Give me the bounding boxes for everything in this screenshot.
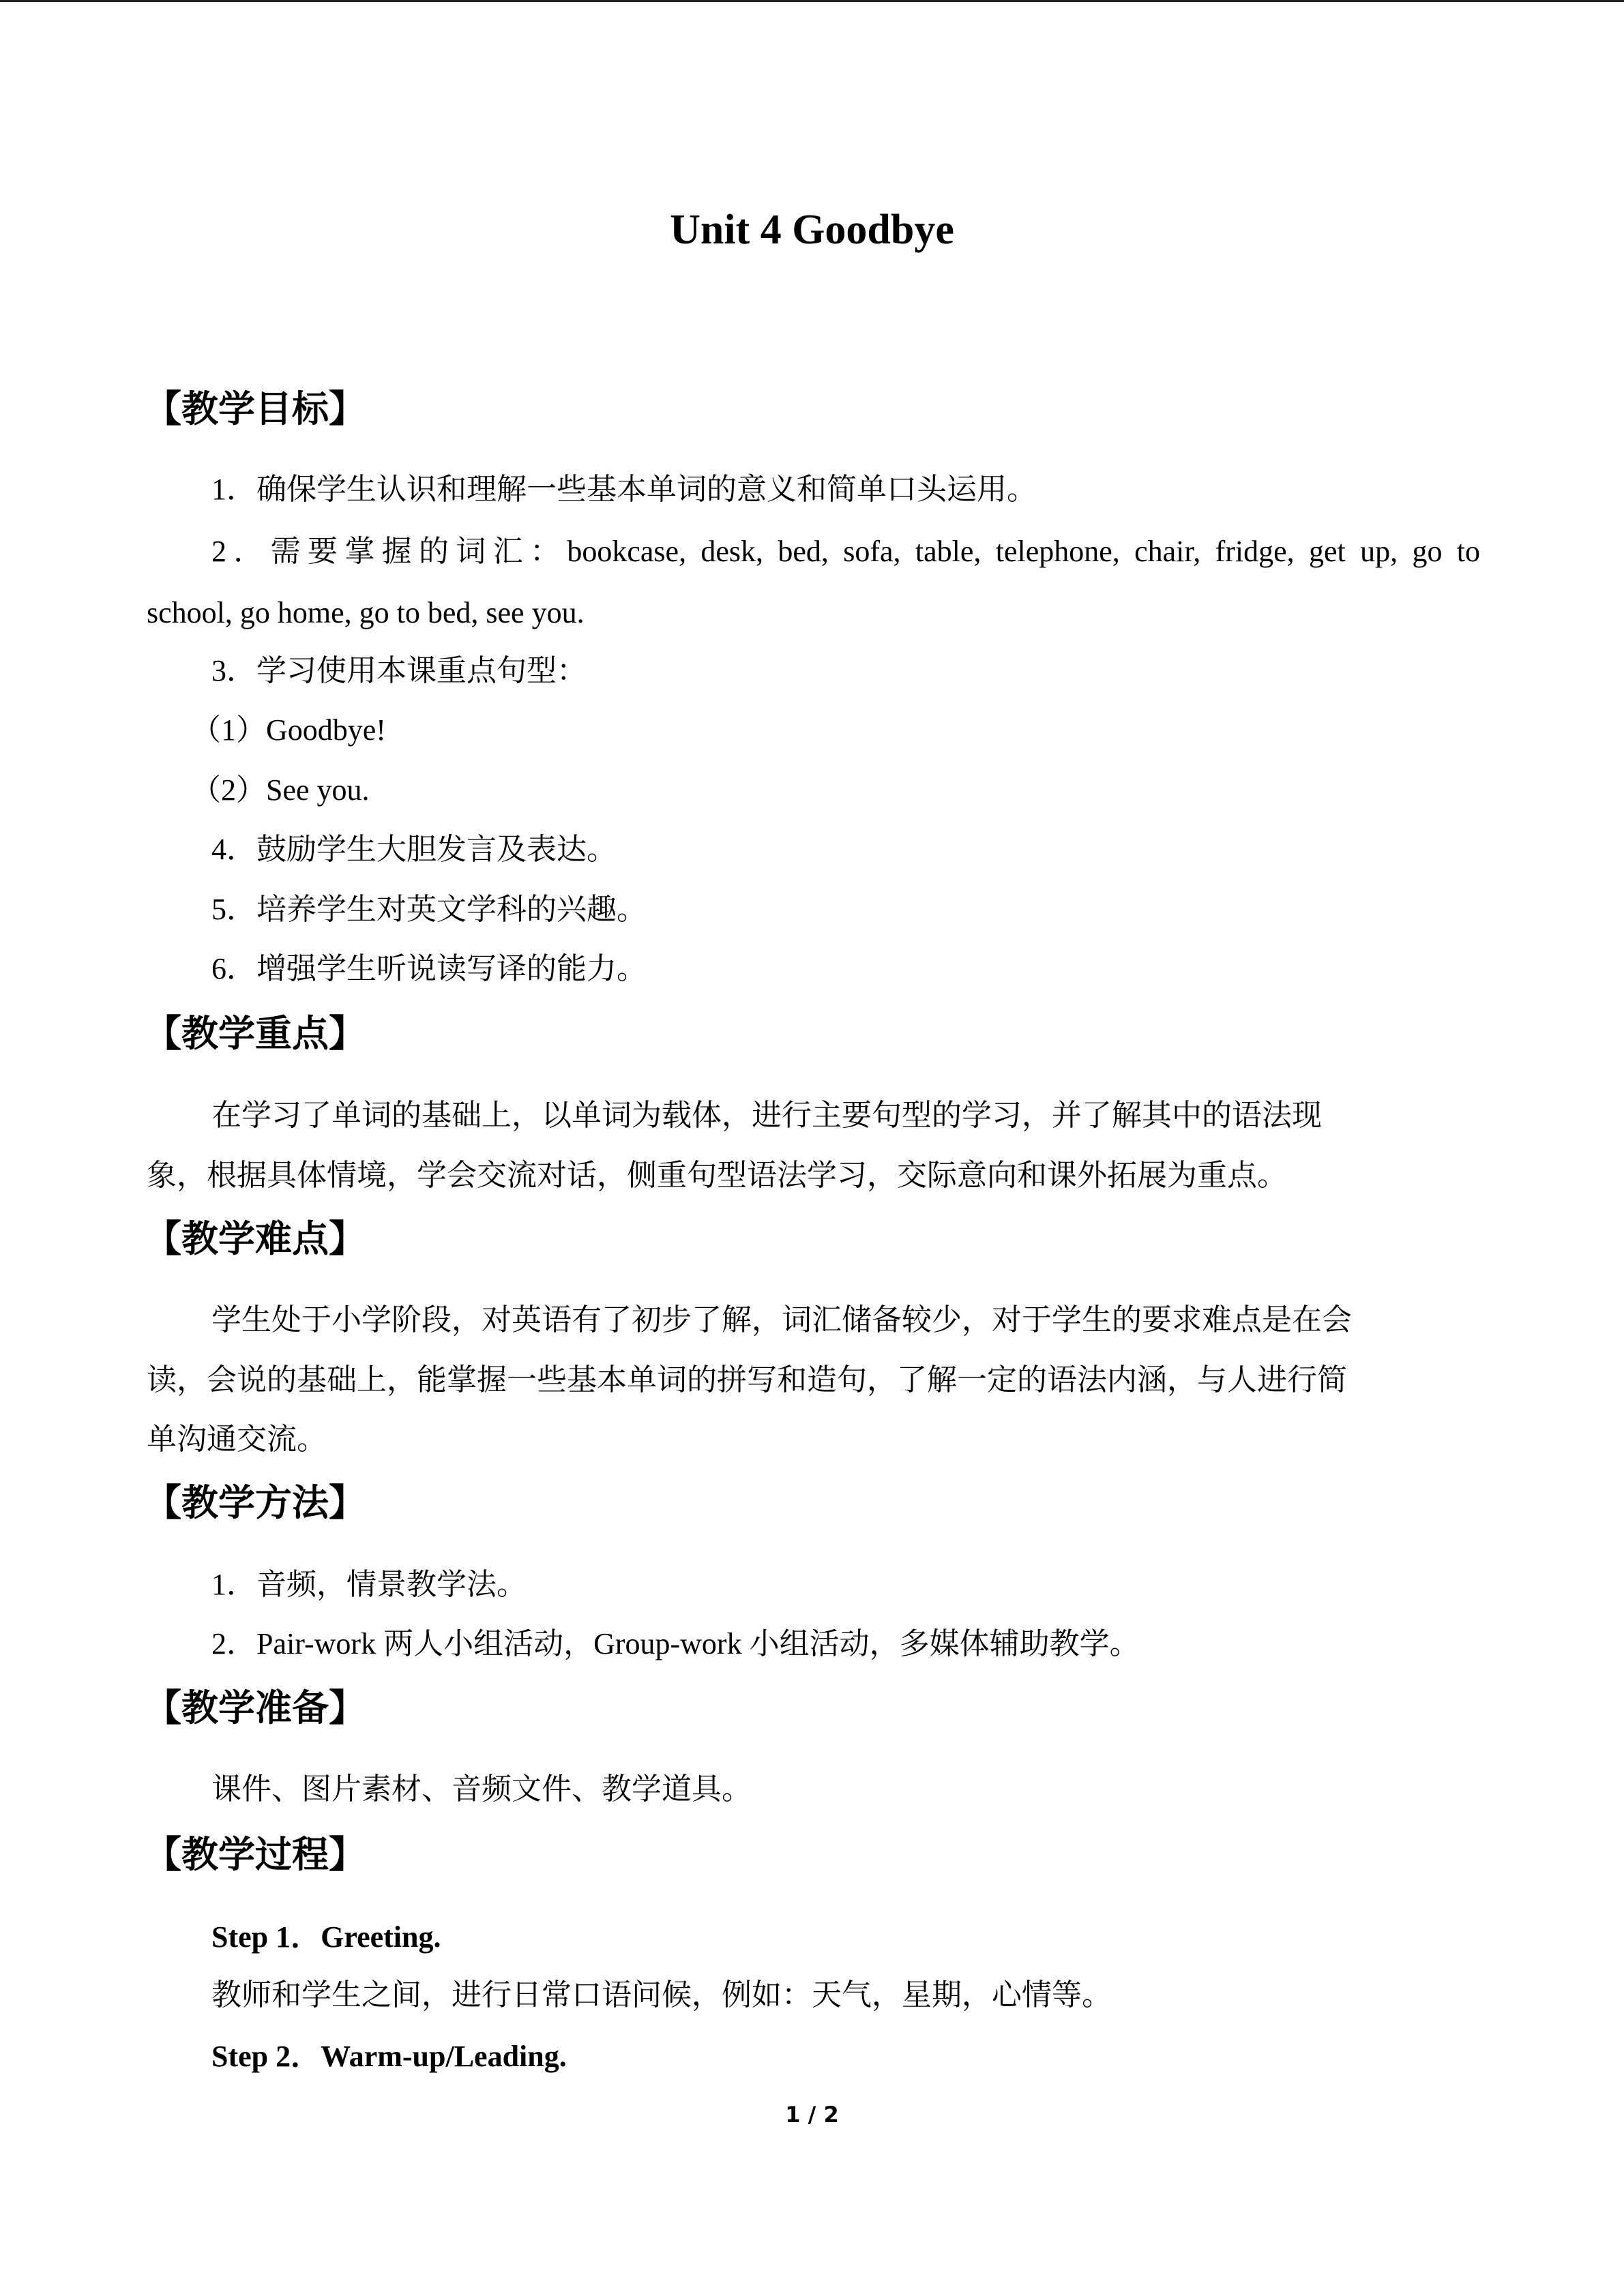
objective-5: 5．培养学生对英文学科的兴趣。 [211,893,647,926]
difficulties-line2: 读，会说的基础上，能掌握一些基本单词的拼写和造句，了解一定的语法内涵，与人进行简 [147,1363,1347,1397]
objective-1: 1．确保学生认识和理解一些基本单词的意义和简单口头运用。 [211,473,1037,506]
objective-2-line2: school, go home, go to bed, see you. [147,596,585,629]
heading-difficulties: 【教学难点】 [145,1217,366,1260]
document-title: Unit 4 Goodbye [670,207,954,253]
difficulties-line3: 单沟通交流。 [147,1422,327,1456]
difficulties-line1: 学生处于小学阶段，对英语有了初步了解，词汇储备较少，对于学生的要求难点是在会 [211,1303,1352,1337]
objective-6: 6．增强学生听说读写译的能力。 [211,952,647,985]
objective-4: 4．鼓励学生大胆发言及表达。 [211,833,617,866]
step-1-title: Step 1．Greeting. [211,1920,441,1954]
objective-2-line1: 2．需要掌握的词汇：bookcase, desk, bed, sofa, table, telephone, chair, fridge, get up, go to [211,535,1480,568]
heading-methods: 【教学方法】 [145,1481,366,1524]
method-1: 1．音频，情景教学法。 [211,1568,527,1601]
sentence-pattern-1: （1）Goodbye! [191,713,386,747]
preparation-text: 课件、图片素材、音频文件、教学道具。 [211,1772,752,1806]
heading-process: 【教学过程】 [145,1833,366,1876]
step-2-title: Step 2．Warm-up/Leading. [211,2040,567,2073]
heading-key-points: 【教学重点】 [145,1012,366,1055]
sentence-pattern-2: （2）See you. [191,773,370,807]
key-points-line2: 象，根据具体情境，学会交流对话，侧重句型语法学习，交际意向和课外拓展为重点。 [147,1159,1287,1192]
heading-preparation: 【教学准备】 [145,1686,366,1729]
page-top-border [0,0,1624,2]
page-number: 1 / 2 [785,2102,839,2128]
key-points-line1: 在学习了单词的基础上，以单词为载体，进行主要句型的学习，并了解其中的语法现 [211,1099,1322,1132]
heading-objectives: 【教学目标】 [145,387,366,430]
method-2: 2．Pair-work 两人小组活动，Group-work 小组活动，多媒体辅助教学。 [211,1627,1140,1660]
objective-3: 3．学习使用本课重点句型： [211,654,587,687]
step-1-text: 教师和学生之间，进行日常口语问候，例如：天气，星期，心情等。 [211,1978,1112,2012]
